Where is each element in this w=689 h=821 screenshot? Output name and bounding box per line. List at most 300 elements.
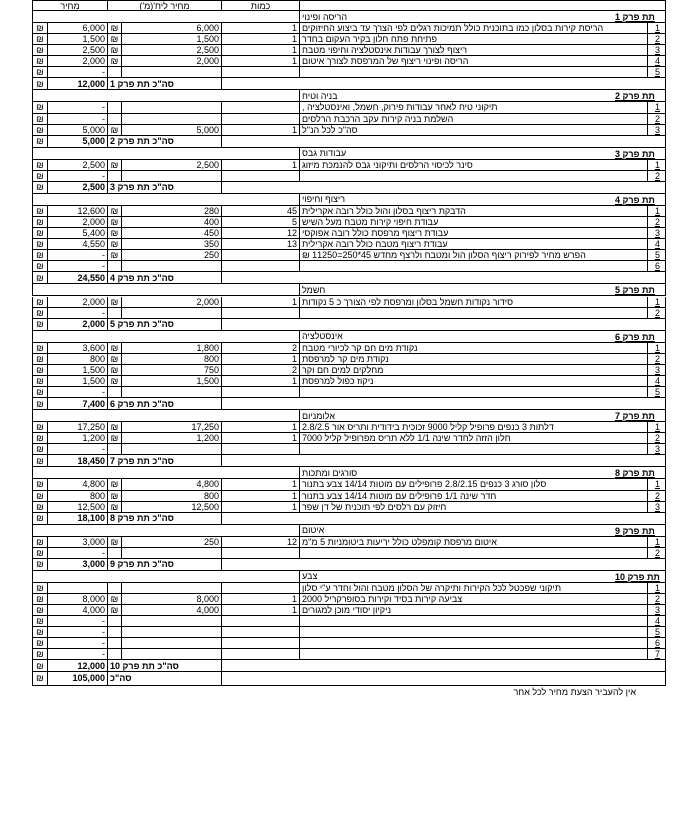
unit-price: 1,500 xyxy=(121,34,221,44)
line-total: - xyxy=(47,250,107,260)
item-number: 1 xyxy=(647,160,667,170)
shekel-icon: ₪ xyxy=(107,365,121,375)
item-description: צביעה קירות בסיד וקירות בסופרקריל 2000 xyxy=(299,594,647,604)
section-title-blank xyxy=(33,331,299,342)
grand-total-value: 105,000 xyxy=(47,672,107,684)
unit-price xyxy=(121,261,221,271)
line-item-row xyxy=(32,171,666,182)
section-title-row xyxy=(32,467,666,479)
subtotal-label: סה"כ תת פרק 5 xyxy=(107,319,221,330)
shekel-icon: ₪ xyxy=(36,536,44,547)
item-description: סה"כ לכל הנ"ל xyxy=(299,125,647,135)
unit-price: 17,250 xyxy=(121,422,221,432)
line-total: - xyxy=(47,308,107,318)
line-item-row xyxy=(32,239,666,250)
subtotal-label: סה"כ תת פרק 6 xyxy=(107,398,221,409)
shekel-icon: ₪ xyxy=(36,444,44,455)
shekel-icon: ₪ xyxy=(107,502,121,512)
line-total: 3,600 xyxy=(47,343,107,353)
item-description xyxy=(299,627,647,637)
line-item-row xyxy=(32,479,666,490)
line-total: - xyxy=(47,638,107,648)
unit-price xyxy=(121,638,221,648)
shekel-icon: ₪ xyxy=(36,136,44,147)
item-number: 2 xyxy=(647,354,667,364)
shekel-icon xyxy=(107,308,121,318)
quantity: 1 xyxy=(221,34,299,44)
shekel-icon: ₪ xyxy=(107,354,121,364)
line-total: 12,500 xyxy=(47,502,107,512)
line-item-row xyxy=(32,45,666,56)
line-total: 8,000 xyxy=(47,594,107,604)
section-title-row xyxy=(32,284,666,296)
quantity: 1 xyxy=(221,594,299,604)
shekel-icon: ₪ xyxy=(107,160,121,170)
item-description xyxy=(299,638,647,648)
line-item-row xyxy=(32,537,666,548)
section-title-blank xyxy=(33,467,299,478)
section-title: אינסטלציה xyxy=(299,331,647,342)
unit-price xyxy=(121,444,221,454)
line-item-row xyxy=(32,583,666,594)
line-total: 800 xyxy=(47,354,107,364)
item-number: 4 xyxy=(647,56,667,66)
unit-price: 1,800 xyxy=(121,343,221,353)
unit-price: 250 xyxy=(121,250,221,260)
section-title-row xyxy=(32,11,666,23)
section-label: תת פרק 7 xyxy=(615,411,655,422)
shekel-icon: ₪ xyxy=(36,23,44,34)
shekel-icon: ₪ xyxy=(107,217,121,227)
item-number: 1 xyxy=(647,583,667,593)
line-item-row xyxy=(32,125,666,136)
line-total: 12,600 xyxy=(47,206,107,216)
item-number: 3 xyxy=(647,228,667,238)
shekel-icon: ₪ xyxy=(36,272,44,283)
unit-price: 2,500 xyxy=(121,45,221,55)
item-description xyxy=(299,649,647,659)
item-number: 4 xyxy=(647,239,667,249)
quantity: 1 xyxy=(221,605,299,615)
subtotal-row xyxy=(32,78,666,90)
shekel-icon xyxy=(107,638,121,648)
line-total: 2,000 xyxy=(47,297,107,307)
shekel-icon: ₪ xyxy=(36,594,44,605)
subtotal-value: 7,400 xyxy=(47,398,107,409)
section-label: תת פרק 2 xyxy=(615,91,655,102)
quantity: 1 xyxy=(221,433,299,443)
item-description: איטום מרפסת קומפלט כולל יריעות ביטומניות 5 מ"מ xyxy=(299,537,647,547)
item-description: חדר שינה 1/1 פרופילים עם מוטות 14/14 צבע בתנור xyxy=(299,491,647,501)
shekel-icon: ₪ xyxy=(36,34,44,45)
shekel-icon: ₪ xyxy=(36,228,44,239)
shekel-icon: ₪ xyxy=(107,433,121,443)
shekel-icon xyxy=(107,67,121,77)
unit-price: 2,500 xyxy=(121,160,221,170)
item-description: דלתות 3 כנפים פרופיל קליל 9000 זכוכית בידודית ותריס אור 2.8/2.5 xyxy=(299,422,647,432)
subtotal-value: 2,000 xyxy=(47,319,107,330)
section-title: צבע xyxy=(299,571,647,582)
header-price: מחיר xyxy=(60,1,80,10)
shekel-icon: ₪ xyxy=(36,547,44,558)
shekel-icon: ₪ xyxy=(36,206,44,217)
header-quantity: כמות xyxy=(221,1,299,10)
shekel-icon: ₪ xyxy=(36,170,44,181)
shekel-icon: ₪ xyxy=(36,45,44,56)
shekel-icon: ₪ xyxy=(36,124,44,135)
subtotal-row xyxy=(32,272,666,284)
section-title-blank xyxy=(33,11,299,22)
item-description xyxy=(299,444,647,454)
subtotal-value: 12,000 xyxy=(47,78,107,89)
line-total: 2,000 xyxy=(47,56,107,66)
item-number: 2 xyxy=(647,308,667,318)
item-number: 2 xyxy=(647,491,667,501)
quantity xyxy=(221,387,299,397)
subtotal-label: סה"כ תת פרק 1 xyxy=(107,78,221,89)
line-total: 2,000 xyxy=(47,217,107,227)
shekel-icon: ₪ xyxy=(36,501,44,512)
item-description xyxy=(299,171,647,181)
shekel-icon: ₪ xyxy=(36,479,44,490)
unit-price: 1,200 xyxy=(121,433,221,443)
quantity: 12 xyxy=(221,537,299,547)
subtotal-value: 2,500 xyxy=(47,182,107,193)
line-item-row xyxy=(32,34,666,45)
line-total: - xyxy=(47,114,107,124)
quantity xyxy=(221,250,299,260)
shekel-icon: ₪ xyxy=(107,376,121,386)
line-item-row xyxy=(32,365,666,376)
section-title-blank xyxy=(33,525,299,536)
item-number: 7 xyxy=(647,649,667,659)
item-number: 3 xyxy=(647,125,667,135)
item-number: 3 xyxy=(647,502,667,512)
item-number: 1 xyxy=(647,479,667,489)
subtotal-row xyxy=(32,513,666,525)
shekel-icon xyxy=(107,387,121,397)
unit-price xyxy=(121,649,221,659)
item-number: 5 xyxy=(647,387,667,397)
line-item-row xyxy=(32,649,666,660)
line-total: 1,500 xyxy=(47,376,107,386)
shekel-icon: ₪ xyxy=(107,34,121,44)
shekel-icon: ₪ xyxy=(36,398,44,409)
unit-price xyxy=(121,67,221,77)
line-item-row xyxy=(32,250,666,261)
line-item-row xyxy=(32,354,666,365)
item-number: 2 xyxy=(647,171,667,181)
item-number: 3 xyxy=(647,365,667,375)
item-description: עבודת ריצוף מרפסת כולל רובה אפוקסי xyxy=(299,228,647,238)
section-title-row xyxy=(32,571,666,583)
shekel-icon: ₪ xyxy=(36,490,44,501)
section-title-blank xyxy=(33,194,299,205)
quantity: 2 xyxy=(221,365,299,375)
quantity: 1 xyxy=(221,491,299,501)
shekel-icon: ₪ xyxy=(107,239,121,249)
unit-price xyxy=(121,616,221,626)
line-item-row xyxy=(32,627,666,638)
shekel-icon: ₪ xyxy=(36,616,44,627)
item-number: 3 xyxy=(647,45,667,55)
shekel-icon: ₪ xyxy=(36,455,44,466)
shekel-icon: ₪ xyxy=(36,67,44,78)
quantity: 1 xyxy=(221,160,299,170)
line-total: 4,000 xyxy=(47,605,107,615)
shekel-icon: ₪ xyxy=(36,342,44,353)
subtotal-row xyxy=(32,660,666,672)
item-number: 1 xyxy=(647,102,667,112)
shekel-icon: ₪ xyxy=(36,159,44,170)
section-title: ריצוף וחיפוי xyxy=(299,194,647,205)
shekel-icon: ₪ xyxy=(36,319,44,330)
shekel-icon: ₪ xyxy=(36,250,44,261)
subtotal-row xyxy=(32,182,666,194)
line-item-row xyxy=(32,297,666,308)
item-description: הפרש מחיר לפירוק ריצוף הסלון הול ומטבח ולרצף מחדש 45*250=11250 ₪ xyxy=(299,250,647,260)
line-item-row xyxy=(32,491,666,502)
line-total: - xyxy=(47,616,107,626)
shekel-icon: ₪ xyxy=(36,605,44,616)
subtotal-label: סה"כ תת פרק 8 xyxy=(107,513,221,524)
quantity: 1 xyxy=(221,376,299,386)
section-label: תת פרק 1 xyxy=(615,12,655,23)
section-title: איטום xyxy=(299,525,647,536)
quantity: 45 xyxy=(221,206,299,216)
section-label: תת פרק 6 xyxy=(615,331,655,342)
line-item-row xyxy=(32,433,666,444)
item-description: הריסת קירות בסלון כמו בתוכנית כולל תמיכות רגלים לפי הצרך עד ביצוע החיזוקים xyxy=(299,23,647,33)
unit-price: 350 xyxy=(121,239,221,249)
subtotal-blank xyxy=(221,272,667,283)
section-title: אלומניום xyxy=(299,410,647,421)
item-description: נקודת מים חם קר לכיורי מטבח xyxy=(299,343,647,353)
shekel-icon: ₪ xyxy=(36,56,44,67)
unit-price: 8,000 xyxy=(121,594,221,604)
line-total xyxy=(47,583,107,593)
shekel-icon xyxy=(107,627,121,637)
item-description: עבודת ריצוף מטבח כולל רובה אקרילית xyxy=(299,239,647,249)
item-number: 4 xyxy=(647,376,667,386)
quantity: 1 xyxy=(221,45,299,55)
quantity: 1 xyxy=(221,479,299,489)
item-number: 1 xyxy=(647,537,667,547)
shekel-icon: ₪ xyxy=(107,491,121,501)
unit-price xyxy=(121,102,221,112)
section-label: תת פרק 8 xyxy=(615,468,655,479)
shekel-icon xyxy=(107,583,121,593)
shekel-icon: ₪ xyxy=(36,638,44,649)
section-label: תת פרק 10 xyxy=(615,571,660,582)
subtotal-label: סה"כ תת פרק 7 xyxy=(107,455,221,466)
section-title-row xyxy=(32,90,666,102)
line-item-row xyxy=(32,23,666,34)
item-description xyxy=(299,548,647,558)
line-total: - xyxy=(47,171,107,181)
line-item-row xyxy=(32,206,666,217)
item-number: 2 xyxy=(647,34,667,44)
shekel-icon: ₪ xyxy=(36,353,44,364)
header-unit-price: מחיר ליח'(מ') xyxy=(107,1,221,10)
subtotal-blank xyxy=(221,398,667,409)
item-description: סידור נקודות חשמל בסלון ומרפסת לפי הצורך כ 5 נקודות xyxy=(299,297,647,307)
line-total: 1,500 xyxy=(47,365,107,375)
unit-price: 800 xyxy=(121,491,221,501)
shekel-icon: ₪ xyxy=(107,125,121,135)
line-total: 5,000 xyxy=(47,125,107,135)
shekel-icon xyxy=(107,171,121,181)
subtotal-row xyxy=(32,559,666,571)
line-total: - xyxy=(47,387,107,397)
line-item-row xyxy=(32,308,666,319)
item-number: 5 xyxy=(647,250,667,260)
item-number: 6 xyxy=(647,638,667,648)
quantity xyxy=(221,627,299,637)
quantity xyxy=(221,171,299,181)
item-description: מחלקים למים חם וקר xyxy=(299,365,647,375)
section-title-row xyxy=(32,525,666,537)
shekel-icon: ₪ xyxy=(36,182,44,193)
quantity xyxy=(221,583,299,593)
quantity: 1 xyxy=(221,422,299,432)
subtotal-row xyxy=(32,319,666,331)
section-label: תת פרק 5 xyxy=(615,285,655,296)
shekel-icon: ₪ xyxy=(36,433,44,444)
shekel-icon: ₪ xyxy=(36,307,44,318)
unit-price xyxy=(121,114,221,124)
shekel-icon xyxy=(107,114,121,124)
section-title-row xyxy=(32,148,666,160)
quantity: 12 xyxy=(221,228,299,238)
shekel-icon: ₪ xyxy=(107,594,121,604)
shekel-icon xyxy=(107,261,121,271)
line-total: - xyxy=(47,649,107,659)
quantity xyxy=(221,308,299,318)
shekel-icon: ₪ xyxy=(36,660,44,671)
item-description xyxy=(299,261,647,271)
quantity: 13 xyxy=(221,239,299,249)
section-title: חשמל xyxy=(299,284,647,295)
line-item-row xyxy=(32,387,666,398)
unit-price: 4,800 xyxy=(121,479,221,489)
subtotal-row xyxy=(32,455,666,467)
item-number: 4 xyxy=(647,616,667,626)
shekel-icon: ₪ xyxy=(107,297,121,307)
section-label: תת פרק 9 xyxy=(615,525,655,536)
line-item-row xyxy=(32,444,666,455)
quantity: 1 xyxy=(221,56,299,66)
line-total: 3,000 xyxy=(47,537,107,547)
item-description: סלון סורג 3 כנפים 2.8/2.15 פרופילים עם מוטות 14/14 צבע בתנור xyxy=(299,479,647,489)
shekel-icon: ₪ xyxy=(36,296,44,307)
shekel-icon: ₪ xyxy=(36,261,44,272)
line-total: 5,400 xyxy=(47,228,107,238)
shekel-icon: ₪ xyxy=(36,559,44,570)
quantity: 5 xyxy=(221,217,299,227)
unit-price: 1,500 xyxy=(121,376,221,386)
footer-note: אין להעביר הצעת מחיר לכל אחר xyxy=(513,686,636,697)
line-item-row xyxy=(32,502,666,513)
shekel-icon: ₪ xyxy=(107,479,121,489)
shekel-icon: ₪ xyxy=(107,605,121,615)
item-number: 2 xyxy=(647,594,667,604)
subtotal-blank xyxy=(221,559,667,570)
unit-price xyxy=(121,387,221,397)
subtotal-row xyxy=(32,136,666,148)
section-title: עבודות גבס xyxy=(299,148,647,159)
line-total: - xyxy=(47,627,107,637)
unit-price: 280 xyxy=(121,206,221,216)
item-number: 2 xyxy=(647,433,667,443)
shekel-icon: ₪ xyxy=(107,56,121,66)
line-item-row xyxy=(32,422,666,433)
item-number: 3 xyxy=(647,605,667,615)
item-description xyxy=(299,387,647,397)
section-title-blank xyxy=(33,90,299,101)
grand-total-row xyxy=(32,672,666,685)
line-total: 1,500 xyxy=(47,34,107,44)
line-total: 2,500 xyxy=(47,160,107,170)
subtotal-value: 3,000 xyxy=(47,559,107,570)
line-total: 17,250 xyxy=(47,422,107,432)
item-number: 1 xyxy=(647,23,667,33)
item-description: השלמת בניה קירות עקב הרכבת הרלסים xyxy=(299,114,647,124)
subtotal-blank xyxy=(221,513,667,524)
item-number: 2 xyxy=(647,217,667,227)
shekel-icon xyxy=(107,616,121,626)
line-total: - xyxy=(47,102,107,112)
grand-total-label: סה"כ xyxy=(107,672,221,684)
shekel-icon: ₪ xyxy=(36,217,44,228)
item-number: 1 xyxy=(647,206,667,216)
shekel-icon: ₪ xyxy=(107,422,121,432)
subtotal-value: 18,450 xyxy=(47,455,107,466)
shekel-icon: ₪ xyxy=(107,23,121,33)
quantity xyxy=(221,649,299,659)
shekel-icon: ₪ xyxy=(36,673,44,684)
line-total: 4,800 xyxy=(47,479,107,489)
shekel-icon xyxy=(107,102,121,112)
section-label: תת פרק 3 xyxy=(615,148,655,159)
line-item-row xyxy=(32,261,666,272)
shekel-icon: ₪ xyxy=(36,113,44,124)
item-number: 5 xyxy=(647,627,667,637)
section-title-blank xyxy=(33,410,299,421)
unit-price: 250 xyxy=(121,537,221,547)
item-description: תיקוני טיח לאחר עבודות פירוק, חשמל, ואינסטלציה , xyxy=(299,102,647,112)
line-item-row xyxy=(32,605,666,616)
item-description: ריצוף לצורך עבודות אינסטלציה וחיפוי מטבח xyxy=(299,45,647,55)
item-number: 6 xyxy=(647,261,667,271)
section-title-blank xyxy=(33,571,299,582)
item-description: תיקוני שפכטל לכל הקירות ותיקרה של הסלון מטבח והול וחדר ע"י סלון xyxy=(299,583,647,593)
item-number: 3 xyxy=(647,444,667,454)
subtotal-label: סה"כ תת פרק 9 xyxy=(107,559,221,570)
line-item-row xyxy=(32,67,666,78)
line-item-row xyxy=(32,114,666,125)
subtotal-label: סה"כ תת פרק 2 xyxy=(107,136,221,147)
line-total: 4,550 xyxy=(47,239,107,249)
shekel-icon: ₪ xyxy=(107,206,121,216)
shekel-icon: ₪ xyxy=(36,649,44,660)
subtotal-row xyxy=(32,398,666,410)
item-number: 5 xyxy=(647,67,667,77)
shekel-icon: ₪ xyxy=(107,45,121,55)
subtotal-blank xyxy=(221,455,667,466)
item-number: 2 xyxy=(647,548,667,558)
shekel-icon: ₪ xyxy=(107,250,121,260)
